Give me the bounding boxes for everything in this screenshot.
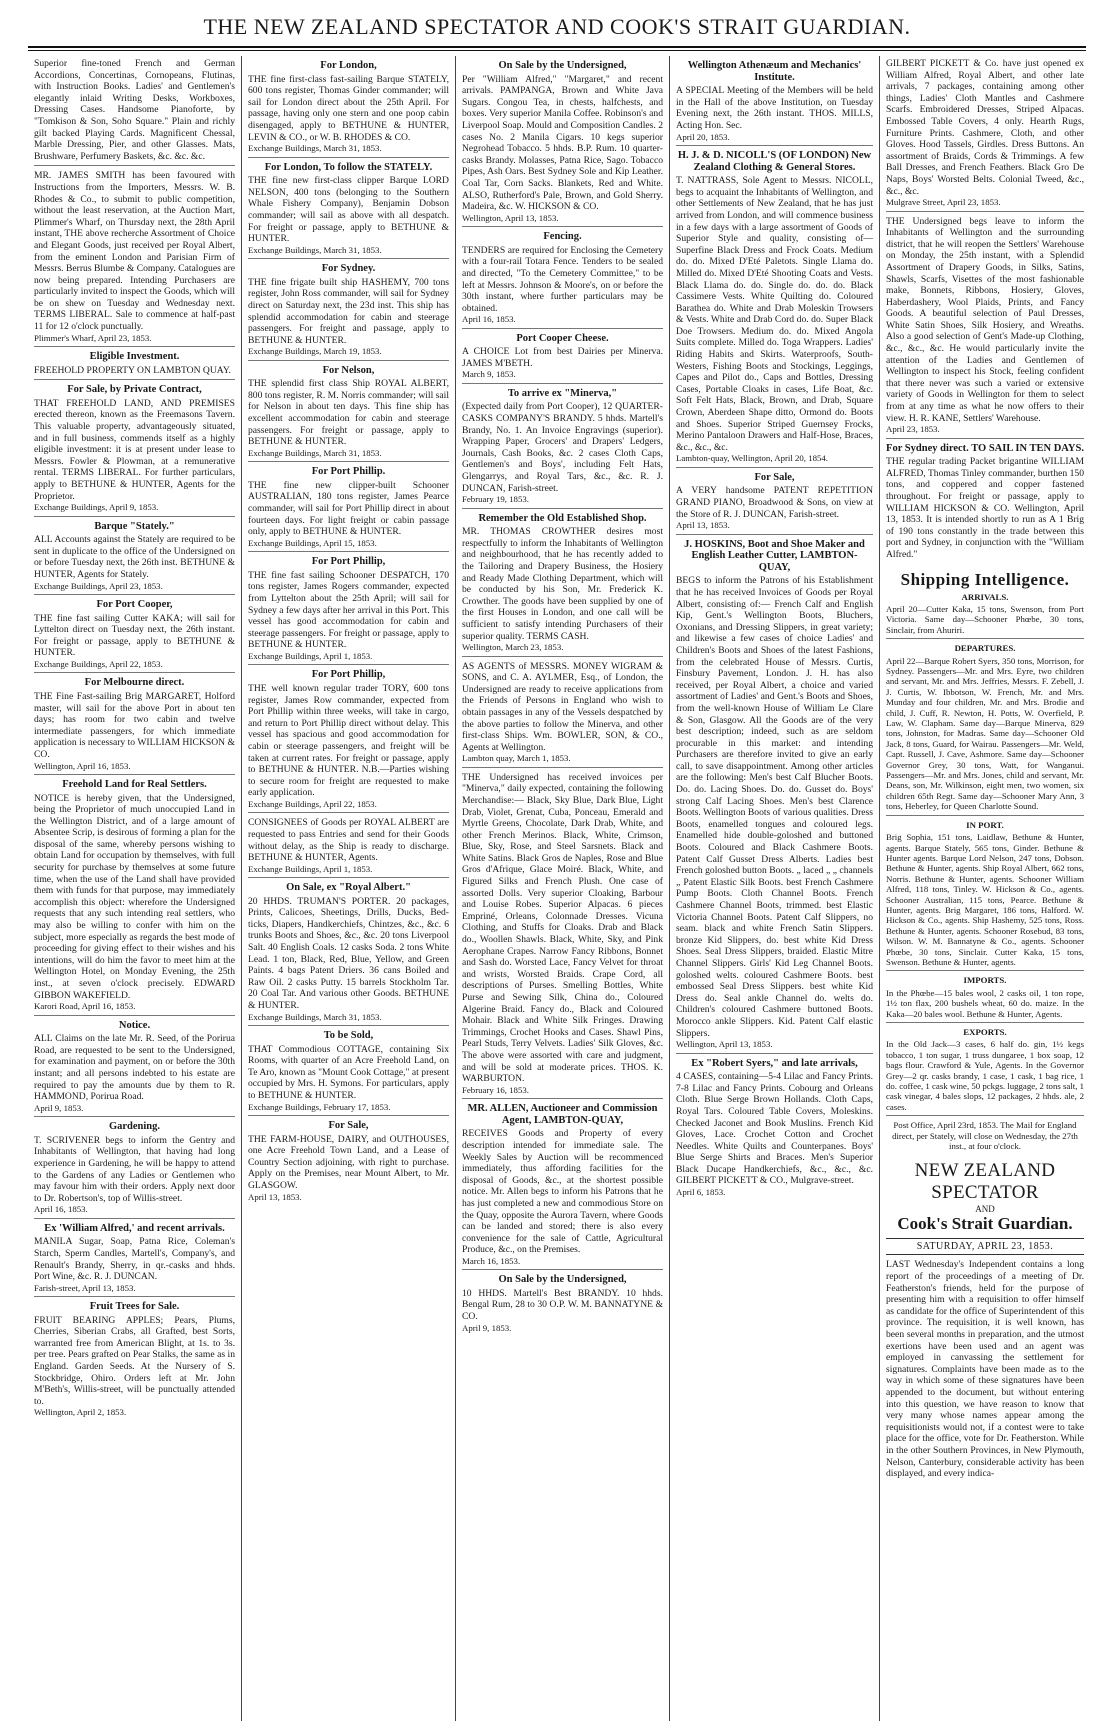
advertisement-dateline: March 16, 1853. [462,1255,521,1266]
advertisement [248,556,449,665]
advertisement-heading: To be Sold, [323,1030,374,1042]
advertisement [462,1274,663,1336]
advertisement [462,60,663,227]
advertisement-body: Superior fine-toned French and German Accordions, Concertinas, Cornopeans, Flutinas, with Instruction Books. Ladies' and Gentlemen's elegantly inlaid Writing Desks, Workboxes, Dressing Cases. Handsome Pianoforte, by "Tomkison & Son, Soho Square." Plain and richly gilt backed Playing Cards. Magnificent Chessal, Marble Dressing, Pier, and other Glasses. Mats, Brushware, Perfumery Baskets, &c. &c. &c. [34,58,235,162]
advertisement-heading: For Sydney direct. TO SAIL IN TEN DAYS. [886,442,1084,454]
advertisement-body: THE Fine Fast-sailing Brig MARGARET, Holford master, will sail for the above Port in about ten days; has room for two cabin and twelve intermediate passengers, for which immediate application is necessary to WILLIAM HICKSON & CO. [34,690,235,760]
advertisement-dateline: April 9, 1853. [462,1322,512,1333]
advertisement [34,1301,235,1421]
advertisement [462,513,663,657]
imports-text: In the Phœbe—15 bales wool, 2 casks oil, 1 ton rope, 1½ ton flax, 200 bushels wheat, 60 do. maize. In the Kaka—20 bales wool. Bethune & Hunter, Agents. [886,988,1084,1023]
advertisement [248,1030,449,1116]
advertisement [248,263,449,361]
advertisement-heading: For Sale, by Private Contract, [67,384,202,396]
advertisement-body: THE regular trading Packet brigantine WILLIAM ALFRED, Thomas Tinley commander, burthen 150 tons, and coppered and copper fastened throughout. For freight or passage, apply to WILLIAM HICKSON & CO. Wellington, April 13, 1853. It is intended shortly to run as A 1 Brig of 190 tons constantly in the trade between this port and Sydney, in conjunction with the "William Alfred." [886,456,1084,560]
advertisement [676,539,873,1054]
advertisement [462,231,663,329]
advertisement-body: TENDERS are required for Enclosing the Cemetery with a four-rail Totara Fence. Tenders to be sealed and directed, "To the Cemetery Committee," to be left at Messrs. Johnson & Moore's, on or before the 30th instant, where further particulars may be obtained. [462,244,663,314]
advertisement [248,162,449,260]
advertisement-heading: Port Cooper Cheese. [516,332,609,344]
advertisement [34,779,235,1016]
advertisement-body: 4 CASES, containing—5-4 Lilac and Fancy Prints. 7-8 Lilac and Fancy Prints. Cobourg and Orleans Cloth. Blue Serge Brown Hollands. Cloth Caps, Royal Tars. Coloured Table Covers, Moleskins. Checked Jaconet and Book Muslins. French Kid Gloves, Lace. Crochet Cotton and Crochet Needles. White Quilts and Counterpanes. Boys' Blue Serge Shirts and Braces. Men's Superior Black Ducape Handkerchiefs, &c., &c., &c. GILBERT PICKETT & CO., Mulgrave-street. [676,1071,873,1187]
advertisement-dateline: Exchange Buildings, April 23, 1853. [34,580,163,591]
advertisement [34,351,235,380]
advertisement-body: BEGS to inform the Patrons of his Establishment that he has received Invoices of Goods per Royal Albert, consisting of:— French Calf and English Kip, Gent.'s Wellington Boots, Bluchers, Oxonians, and Dressing Slippers, in great variety; and likewise a few cases of choice Ladies' and Children's Boots and Shoes of the latest Fashions, from the celebrated House of Messrs. Curtis, Finsbury Pavement, London. J. H. has also received, per Royal Albert, a choice and varied assortment of Ladies' and Gent.'s Boots and Shoes, from the well-known House of William Le Clare & Son, Glasgow. All the Goods are of the very best description; indeed, such as are seldom procurable in this market: and intending Purchasers are therefore invited to give an early call, to save disappointment. Among other articles are the following: Men's best Calf Blucher Boots. Do. do. Lacing Shoes. Do. do. Gusset do. Boys' strong Calf Lacing Shoes. Men's best Clarence Boots. Wellington Boots of various qualities. Dress Boots, enamelled tongues and coloured legs. Enamelled hide double-goloshed and buttoned Boots. Coloured and Black Cashmere Boots. Patent Calf Gusset Dress Alberts. Ladies best French goloshed button Boots. „ laced „ „ channels „ Patent Elastic Silk Boots. best French Cashmere Pump Boots. Cloth Channel Boots. French Cashmere Channel Boots, trimmed. best Elastic Victoria Channel Boots. Patent Calf Slippers, no seam. black and white French Satin Slippers. bronze Kid Slippers, do. best white Kid Dress Shoes. Seal Dress Slippers, braided. Elastic Mitre Channel Slippers. Girls' Kid Leg Channel Boots. goloshed welts. coloured Cashmere Boots. best embossed Seal Dress Slippers. best white Kid Dress do. Seal ankle Channel do. welts do. Children's coloured Cashmere buttoned Boots. Morocco ankle Slippers. Kid. Patent Calf elastic Slippers. [676,575,873,1039]
advertisement-body: CONSIGNEES of Goods per ROYAL ALBERT are requested to pass Entries and send for their Goods without delay, as the Ship is ready to discharge. BETHUNE & HUNTER, Agents. [248,817,449,864]
advertisement-dateline: February 16, 1853. [462,1084,529,1095]
masthead-rule [28,46,1086,48]
advertisement-body: THE fine fast sailing Cutter KAKA; will sail for Lyttelton direct on Tuesday next, the 26th instant. For freight or passage, apply to BETHUNE & HUNTER. [34,612,235,659]
advertisement [248,1120,449,1205]
advertisement-heading: On Sale, ex "Royal Albert." [286,882,411,894]
advertisement-heading: For Sale, [328,1120,369,1131]
advertisement-dateline: Lambton-quay, Wellington, April 20, 1854. [676,453,828,464]
departures-heading: DEPARTURES. [954,643,1016,654]
advertisement-heading: For Sale, [754,471,795,483]
advertisement-body: Per "William Alfred," "Margaret," and recent arrivals. PAMPANGA, Brown and White Java Sugars. Congou Tea, in chests, halfchests, and boxes. Very superior Manila Coffee. Robinson's and Liverpool Soap. Mould and Composition Candles. 2 cases No. 2 Manila Cigars. 10 kegs superior Negrohead Tobacco. 5 hhds. B.P. Rum. 10 quarter-casks Brandy. Molasses, Patna Rice, Sago. Tobacco Pipes, Ash Oars. Best Sydney Sole and Kip Leather. Coal Tar, Corn Sacks. Blankets, Red and White. ALSO, Rutherford's Pale, Brown, and Gold Sherry. Madeira, &c. W. HICKSON & CO. [462,73,663,213]
advertisement-body: RECEIVES Goods and Property of every description intended for immediate sale. The Weekly Sales by Auction will be recommenced immediately, thus affording facilities for the disposal of Goods, &c., at the shortest possible notice. Mr. Allen begs to inform his Patrons that he has just completed a new and commodious Store on the Quay, opposite the Aurora Tavern, where Goods can be landed and stored; there is also every convenience for the sale of Cattle, Agricultural Produce, &c., on the Premises. [462,1128,663,1256]
column-5 [880,56,1090,1721]
advertisement-dateline: Wellington, April 13, 1853. [676,1039,773,1050]
advertisement-body: THAT Commodious COTTAGE, containing Six Rooms, with quarter of an Acre Freehold Land, on Te Aro, known as "Mount Cook Cottage," at present occupied by Mrs. H. Symons. For particulars, apply to BETHUNE & HUNTER. [248,1043,449,1101]
advertisement-body: MR. JAMES SMITH has been favoured with Instructions from the Importers, Messrs. W. B. Rhodes & Co., to submit to public competition, without the least reservation, at the Auction Mart, Plimmer's Wharf, on Thursday next, the 28th April instant, THE above recherche Assortment of Choice and Elegant Goods, just received per Royal Albert, from the eminent London and Parisian Firm of Messrs. Berrus Blumbe & Company. Catalogues are now being prepared. Intending Purchasers are particularly invited to inspect the Goods, which will be on shew on Tuesday and Wednesday next. TERMS LIBERAL. Sale to commence at half-past 11 for 12 o'clock punctually. [34,170,235,333]
advertisement-heading: Remember the Old Established Shop. [478,512,647,524]
advertisement-heading: For London, [320,60,377,71]
advertisement-body: 20 HHDS. TRUMAN'S PORTER. 20 packages, Prints, Calicoes, Sheetings, Drills, Ducks, Bed-ticks, Diapers, Handkerchiefs, Chintzes, &c., &c. 6 trunks Boots and Shoes, &c., &c. 20 tons Liverpool Salt. 40 English Coals. 12 casks Soda. 2 tons White Lead. 1 ton, Black, Red, Blue, Yellow, and Green Paints. 4 bags Patent Driers. 36 cans Boiled and Raw Oil. 2 casks Putty. 15 barrels Stockholm Tar. 20 Coal Tar. And various other Goods. BETHUNE & HUNTER. [248,895,449,1012]
advertisement-dateline: Mulgrave Street, April 23, 1853. [886,197,1001,208]
in-port-text: Brig Sophia, 151 tons, Laidlaw, Bethune & Hunter, agents. Barque Stately, 565 tons, Ginder. Bethune & Hunter agents. Barque Lord Nelson, 247 tons, Dobson. Bethune & Hunter, agents. Ship Royal Albert, 662 tons, Norris. Bethune & Hunter, agents. Schooner William Alfred, 118 tons, Tinley. W. Hickson & Co., agents. Schooner Australian, 115 tons, Pearce. Bethune & Hunter, agents. Brig Margaret, 186 tons, Halford. W. Hickson & Co., agents. Ship Hashemy, 525 tons, Ross. Bethune & Hunter, agents. Schooner Rosebud, 83 tons, Wilson. W. M. Bannatyne & Co., agents. Schooner Phœbe, 30 tons, Sinclair. Cutter Kaka, 15 tons, Swenson. Bethune & Hunter, agents. [886,832,1084,971]
column-1 [28,56,242,1721]
advertisement-dateline: April 6, 1853. [676,1187,726,1198]
advertisement-body: THE fine new first-class clipper Barque LORD NELSON, 400 tons (belonging to the Southern Whale Fishery Company), Benjamin Dobson commander; will sail as above with all despatch. For freight or passage, apply to BETHUNE & HUNTER. [248,175,449,245]
editorial-title: NEW ZEALAND SPECTATOR [914,1160,1056,1204]
advertisement-dateline: Exchange Buildings, February 17, 1853. [248,1101,391,1112]
advertisement-body: THE fine frigate built ship HASHEMY, 700 tons register, John Ross commander, will sail for Sydney direct on Saturday next, the 23d inst. This ship has splendid accommodation for cabin and steerage passengers. For freight and passage, apply to BETHUNE & HUNTER. [248,276,449,346]
post-office-notice: Post Office, April 23rd, 1853. The Mail for England direct, per Stately, will close on Wednesday, the 27th inst., at four o'clock. [892,1120,1078,1152]
advertisement-heading: Freehold Land for Real Settlers. [62,778,207,790]
advertisement [34,384,235,516]
advertisement-dateline: Exchange Buildings, April 9, 1853. [34,502,159,513]
advertisement [676,1058,873,1201]
advertisement [676,472,873,535]
advertisement-heading: J. HOSKINS, Boot and Shoe Maker and English Leather Cutter, LAMBTON-QUAY, [684,538,865,573]
imports-heading: IMPORTS. [963,975,1007,986]
advertisement [462,661,663,768]
advertisement-body: THE fine first-class fast-sailing Barque STATELY, 600 tons register, Thomas Ginder commander; will sail for London direct about the 25th April. For passage, having only one stern and one poop cabin disengaged, apply to BETHUNE & HUNTER, LEVIN & CO., or W. B. RHODES & CO. [248,73,449,143]
arrivals-text: April 20—Cutter Kaka, 15 tons, Swenson, from Port Victoria. Same day—Schooner Phœbe, 30 tons, Sinclair, from Ahuriri. [886,604,1084,639]
advertisement [886,443,1084,564]
column-3 [456,56,670,1721]
advertisement [462,333,663,384]
advertisement-heading: Barque "Stately." [94,520,175,532]
advertisement-body: MR. THOMAS CROWTHER desires most respectfully to inform the Inhabitants of Wellington and neighbourhood, that he has recently added to the Tailoring and Drapery Business, the Hosiery and Ready Made Clothing Department, which will be conducted by his Son, Mr. Frederick K. Crowther. The goods have been supplied by one of the first Houses in London, and one call will be sufficient to satisfy intending Purchasers of their superior quality. TERMS CASH. [462,526,663,642]
advertisement-body: A SPECIAL Meeting of the Members will be held in the Hall of the above Institution, on Tuesday Evening next, the 26th instant. THOS. MILLS, Acting Hon. Sec. [676,85,873,131]
advertisement [886,58,1084,212]
editorial-text: LAST Wednesday's Independent contains a long report of the proceedings of a meeting of Dr. Featherston's friends, held for the purpose of presenting him with a requisition to offer himself as candidate for the office of Superintendent of this province. The requisition, it is well known, has been several months in preparation, and the utmost exertions have been used and an agent was employed in canvassing the settlement for signatures. Complaints have been made as to the way in which some of these signatures have been appended to the document, but without entering into this question, we have reason to know that very many whose names appear among the requisitionists would not, if a contest were to take place for the office, vote for Dr. Featherston. While in the other Southern Provinces, in New Plymouth, Nelson, Canterbury, considerable activity has been displayed, and every indica- [886,1259,1084,1480]
shipping-intelligence [886,570,1084,1155]
advertisement-dateline: Exchange Buildings, March 31, 1853. [248,1011,382,1022]
advertisement-dateline: April 23, 1853. [886,424,940,435]
advertisement-body: THE fine new clipper-built Schooner AUSTRALIAN, 180 tons register, James Pearce commander, will sail for Port Phillip direct in about fourteen days. For light freight or cabin passage only, apply to BETHUNE & HUNTER. [248,479,449,538]
advertisement-dateline: Exchange Buildings, March 31, 1853. [248,244,382,255]
advertisement-heading: Gardening. [108,1121,161,1133]
advertisement-dateline: April 13, 1853. [248,1191,302,1202]
advertisement-heading: To arrive ex "Minerva," [507,387,618,399]
advertisement-body: THE splendid first class Ship ROYAL ALBERT, 800 tons register, R. M. Norris commander; will sail for Nelson in about ten days. This fine ship has excellent accommodation for cabin and steerage passengers. For freight or passage, apply to BETHUNE & HUNTER. [248,378,449,448]
advertisement-dateline: April 16, 1853. [462,314,516,325]
advertisement [34,599,235,673]
exports-heading: EXPORTS. [963,1027,1007,1037]
page-columns [28,56,1090,1721]
advertisement-heading: Eligible Investment. [89,351,180,363]
advertisement-body: A VERY handsome PATENT REPETITION GRAND PIANO, Broadwood & Sons, on view at the Store of R. J. DUNCAN, Farish-street. [676,485,873,520]
advertisement-dateline: Lambton quay, March 1, 1853. [462,753,571,764]
advertisement-dateline: Wellington, April 2, 1853. [34,1407,127,1418]
advertisement-heading: For Port Phillip. [311,466,386,478]
advertisement-dateline: Exchange Buildings, April 22, 1853. [248,798,377,809]
advertisement [248,817,449,878]
advertisement-body: THE Undersigned has received invoices per "Minerva," daily expected, containing the following Merchandise:— Black, Sky Blue, Dark Blue, Light Drab, Violet, Grenat, Cuba, Ponceau, Emerald and Myrtle Greens, Chocolate, Dark Drab, White, and other French Merinos. Black, White, Crimson, Blue, Sky, Rose, and Steel Sarsnets. Black and White Satins. Black Gros de Naples, Rose and Blue Gros d'Afrique, Glace Moiré. Black, White, and Figured Silks and French Plush. One case of assorted Dolls. Very superior Cloaking, Barbour and Louise Robes. Superior Alpacas. 6 pieces Empriné, Orleans, Colonnade Dresses. Vicuna Clothing, and Stuffs for Cloaks. Drab and Black do., Woollen Shawls. Black, White, Sky, and Pink Aerophane Crapes. Narrow Fancy Ribbons, Bonnet and Sash do. Worsted Lace, Fancy Velvet for throat and wrists, Worsted Braids. Crape Cord, all descriptions of Purses. Smelling Bottles, White Purse and Sewing Silk, China do., Coloured Algerine Braid. Fancy do., Black and Coloured Mohair. Black and White Silk Fringes. Drawing Trimmings, Crochet Hooks and Cases. Shawl Pins, Pearl Studs, Terry Velvets. Ladies' Silk Gloves, &c. The above were assorted with care and judgment, and will be sold at moderate prices. THOS. K. WARBURTON. [462,771,663,1085]
advertisement-dateline: Farish-street, April 13, 1853. [34,1282,136,1293]
advertisement-dateline: April 9, 1853. [34,1102,84,1113]
advertisement-body: FREEHOLD PROPERTY ON LAMBTON QUAY. [34,364,231,376]
advertisement [676,150,873,468]
advertisement-heading: For Melbourne direct. [84,677,185,689]
masthead: THE NEW ZEALAND SPECTATOR AND COOK'S STRAIT GUARDIAN. [203,14,911,39]
advertisement-heading: For Port Phillip, [311,669,386,681]
advertisement-dateline: April 20, 1853. [676,131,730,142]
advertisement-dateline: Exchange Buildings, April 1, 1853. [248,650,373,661]
advertisement-body: MANILA Sugar, Soap, Patna Rice, Coleman's Starch, Sperm Candles, Martell's, Company's, and Renault's Brandy, Sherry, in qr.-casks and hhds. Port Wine, &c. R. J. DUNCAN. [34,1236,235,1283]
advertisement-dateline: Exchange Buildings, March 19, 1853. [248,346,382,357]
advertisement [462,1103,663,1270]
advertisement [34,1020,235,1118]
advertisement-heading: H. J. & D. NICOLL'S (OF LONDON) New Zealand Clothing & General Stores. [677,149,872,173]
advertisement-dateline: Wellington, March 23, 1853. [462,642,564,653]
advertisement-body: T. NATTRASS, Sole Agent to Messrs. NICOLL, begs to acquaint the Inhabitants of Wellington, and other Settlements of New Zealand, that he has just arrived from London, and will commence business in a few days with a large assortment of Goods of Superior Style and quality, consisting of— Superfine Black Dress and Frock Coats. Medium do. do. Mixed D'Eté Paletots. Single Llama do. Milled do. Mixed D'Eté Shooting Coats and Vests. Black Llama do. do. Single do. do. do. Black Cassimere Vests. White Quilting do. Coloured Barathea do. White and Drab Moleskin Trowsers & Vests. White and Drab Cord do. do. Super Black Doe Trowsers. Medium do. do. Mixed Angola Suits complete. Milled do. Toga Wrappers. Ladies' Riding Habits and Skirts. Waterproofs, South-Westers, Fishing Boots and Stockings, Leggings, Capes and Pilot do., Caps and Bottles, Dressing Cases, Portable Cloaks in cases, Life Boat, &c. Soft Felt Hats, Black, Brown, and Drab, Square Crown, Aberdeen Shape ditto, Ormond do. Boots and Shoes. Superior Striped Guernsey Frocks, Merino Pantaloon Drawers and Half-Hose, Braces, &c., &c., &c. [676,175,873,453]
advertisement-dateline: Karori Road, April 16, 1853. [34,1001,136,1012]
advertisement-heading: Wellington Athenæum and Mechanics' Institute. [687,60,862,83]
advertisement [248,466,449,552]
editorial-date: SATURDAY, APRIL 23, 1853. [886,1238,1084,1255]
advertisement-body: GILBERT PICKETT & Co. have just opened ex William Alfred, Royal Albert, and other late arrivals, 7 packages, containing among other things, Ladies' Cloth Mantles and Cashmere Scarfs. Embroidered Dresses, Striped Alpacas. Embossed Table Covers, 4 only. Hearth Rugs, Furniture Prints. Cashmere, Cloth, and other Gloves. Hood Tassels, Girdles. Dress Buttons. An assortment of Braids, Cords & Trimmings. A few Ball Dresses, and French Feathers. Black Gro De Naps, Boys' Worsted Belts. Colonial Tweed, &c., &c., &c. [886,58,1084,197]
advertisement-heading: For Port Phillip, [311,556,386,568]
advertisement [34,677,235,775]
advertisement-heading: Notice. [118,1019,151,1031]
advertisement [248,669,449,813]
advertisement-dateline: April 13, 1853. [676,520,730,531]
advertisement-heading: For Sydney. [321,263,376,275]
advertisement [462,772,663,1099]
advertisement [676,60,873,146]
advertisement [248,882,449,1026]
advertisement-body: THE well known regular trader TORY, 600 tons register, James Row commander, expected from Port Phillip within three weeks, will take in cargo, and return to Port Phillip direct without delay. This vessel has spacious and good accommodation for cabin or steerage passengers, and freight will be taken at current rates. For freight or passage, apply to BETHUNE & HUNTER. N.B.—Parties wishing to secure room for freight are requested to make early application. [248,682,449,799]
advertisement-body: ALL Claims on the late Mr. R. Seed, of the Porirua Road, are requested to be sent to the Undersigned, for examination and payment, on or before the 30th instant; and all persons indebted to his estate are required to pay the amounts due by them to R. HAMMOND, Porirua Road. [34,1033,235,1103]
advertisement-heading: MR. ALLEN, Auctioneer and Commission Agent, LAMBTON-QUAY, [467,1103,658,1126]
advertisement-heading: Ex "Robert Syers," and late arrivals, [691,1057,858,1069]
advertisement-dateline: April 16, 1853. [34,1204,88,1215]
advertisement [34,58,235,166]
advertisement [34,1223,235,1297]
advertisement-body: (Expected daily from Port Cooper), 12 QUARTER-CASKS COMPANY'S BRANDY. 5 hhds. Martell's Brandy, No. 1. An Invoice Engravings (superior). Wrapping Paper, Grocers' and Drapers' Ledgers, Journals, Cash Books, &c. 2 cases Cloth Caps, Gentlemen's and Boys', including Felt Hats, Glengarrys, and Royal Tars, &c., &c. R. J. DUNCAN, Farish-street. [462,401,663,494]
advertisement [462,388,663,509]
editorial [886,1160,1084,1482]
column-2 [242,56,456,1721]
advertisement-heading: Fencing. [543,231,582,243]
advertisement-dateline: Exchange Buildings, March 31, 1853. [248,143,382,154]
editorial-subtitle: Cook's Strait Guardian. [897,1214,1073,1234]
advertisement-heading: For Port Cooper, [96,598,173,610]
advertisement-body: NOTICE is hereby given, that the Undersigned, being the Proprietor of much unoccupied Land in the Wellington District, and of a large amount of Absentee Scrip, is desirous of forming a plan for the disposal of the same, whereby persons wishing to obtain Land for occupation by themselves, with full security for purchase by themselves at some future time, when the use of the Land shall have provided them with funds for that purpose, may immediately accomplish this object: wherefore the Undersigned requests that any such intending real settlers, who may also be willing to confer with him on the subject, more especially as regards the best mode of proceeding for giving effect to their wishes and his intentions, will do him the favor to meet him at the Wellington Hotel, on Monday Evening, the 25th inst., at seven o'clock precisely. EDWARD GIBBON WAKEFIELD. [34,792,235,1001]
arrivals-heading: ARRIVALS. [961,591,1009,602]
advertisement-body: T. SCRIVENER begs to inform the Gentry and Inhabitants of Wellington, that having had long experience in Gardening, he will be happy to attend to the Gardens of any Ladies or Gentlemen who may favour him with their orders. Apply next door to Dr. Robertson's, top of Willis-street. [34,1134,235,1204]
advertisement-body: THE Undersigned begs leave to inform the Inhabitants of Wellington and the surrounding district, that he will reopen the Settlers' Warehouse on Monday, the 25th instant, with a Splendid Assortment of Drapery Goods, in Silks, Satins, Shawls, Scarfs, Visettes of the most fashionable make, Bonnets, Ribbons, Hosiery, Gloves, Haberdashery, Wool Plaids, Prints, and Fancy Goods. A beautiful selection of Paul Dresses, White Satin Shoes, Silk Hosiery, and Wreaths. Also a good selection of Gent's Made-up Clothing, &c., &c., &c. He would particularly invite the attention of the Ladies and Gentlemen of Wellington to inspect his Stock, feeling confident that there never was such a varied or extensive variety of Goods in Wellington for them to select from at any time as what he now offers to their view. H. R. KANE, Settlers' Warehouse. [886,215,1084,424]
advertisement [34,521,235,595]
advertisement-heading: On Sale by the Undersigned, [498,1274,627,1286]
advertisement [34,1121,235,1219]
column-4 [670,56,880,1721]
departures-text: April 22—Barque Robert Syers, 350 tons, Morrison, for Sydney. Passengers—Mr. and Mrs. Eyre, two children and servant, Mr. and Mrs. Jeffries, Messrs. F. Zebell, J. J. Curtis, W. Ibbotson, W. French, Mr. and Mrs. Munday and four children, Mr. and Mrs. Brodie and child, J. Cuff, R. Newton, H. Potts, W. Overfield, P. Law, W. Clapham. Same day—Barque Minerva, 829 tons, Johnston, for Madras. Same day—Schooner Old Jack, 8 tons, Guard, for Wairau. Passengers—Mr. Weld, Capt. Russell, J. Cave, Ashmore. Same day—Schooner Governor Grey, 30 tons, Watt, for Wanganui. Passengers—Mr. and Mrs. Jones, child and servant, Mr. Deans, son, Mr. Wilkinson, eight men, two women, six children 65th Regt. Same day—Schooner Mary Ann, 3 tons, Heberley, for Queen Charlotte Sound. [886,656,1084,816]
advertisement [248,365,449,463]
advertisement-heading: On Sale by the Undersigned, [498,60,627,71]
advertisement-body: AS AGENTS of MESSRS. MONEY WIGRAM & SONS, and C. A. AYLMER, Esq., of London, the Undersigned are ready to receive applications from the Friends of Persons in England who wish to obtain passages in any of the Vessels despatched by the above parties to follow the Minerva, and other first-class Ships. Wm. BOWLER, SON, & CO., Agents at Wellington. [462,660,663,753]
advertisement-dateline: February 19, 1853. [462,494,529,505]
advertisement-dateline: Wellington, April 16, 1853. [34,760,131,771]
advertisement-dateline: Exchange Buildings, April 1, 1853. [248,863,373,874]
masthead-rule-thin [28,50,1086,51]
editorial-and: AND [975,1204,995,1215]
in-port-heading: IN PORT. [966,819,1004,830]
advertisement [248,60,449,158]
advertisement-body: 10 HHDS. Martell's Best BRANDY. 10 hhds. Bengal Rum, 28 to 30 O.P. W. M. BANNATYNE & CO. [462,1287,663,1323]
advertisement-body: A CHOICE Lot from best Dairies per Minerva. JAMES M'BETH. [462,346,663,369]
advertisement-dateline: Exchange Buildings, April 15, 1853. [248,537,377,548]
shipping-title: Shipping Intelligence. [900,569,1070,589]
advertisement-heading: Ex 'William Alfred,' and recent arrivals. [44,1222,225,1234]
advertisement-dateline: Wellington, April 13, 1853. [462,212,559,223]
advertisement-heading: For Nelson, [322,364,375,376]
advertisement-heading: Fruit Trees for Sale. [89,1301,180,1313]
advertisement-body: THAT FREEHOLD LAND, AND PREMISES erected thereon, known as the Freemasons Tavern. This valuable property, advantageously situated, and in full business, commends itself as a highly eligible investment: it is at present under lease to Messrs. Fowler & Plowman, at a remunerative rental. TERMS LIBERAL. For further particulars, apply to BETHUNE & HUNTER, Agents for the Proprietor. [34,397,235,502]
advertisement-body: FRUIT BEARING APPLES; Pears, Plums, Cherries, Siberian Crabs, all Grafted, best Sorts, warranted free from American Blight, at 1s. to 3s. per tree. Pears grafted on Pear Stalks, the same as in England. Garden Seeds. At the Nursery of S. Stockbridge, Ohiro. Orders left at Mr. John M'Beth's, Willis-street, will be punctually attended to. [34,1314,235,1407]
advertisement [886,216,1084,439]
advertisement-dateline: Exchange Buildings, April 22, 1853. [34,658,163,669]
advertisement [34,170,235,347]
advertisement-dateline: Exchange Buildings, March 31, 1853. [248,447,382,458]
advertisement-body: ALL Accounts against the Stately are required to be sent in duplicate to the office of the Undersigned on or before Tuesday next, the 26th inst. BETHUNE & HUNTER, Agents for Stately. [34,534,235,580]
advertisement-body: THE fine fast sailing Schooner DESPATCH, 170 tons register, James Rogers commander, expected from Lyttelton about the 25th April; will sail for Sydney a few days after her arrival in this Port. This vessel has good accommodation for cabin and steerage passengers. For freight or passage, apply to BETHUNE & HUNTER. [248,569,449,651]
exports-text: In the Old Jack—3 cases, 6 half do. gin, 1½ kegs tobacco, 1 ton sugar, 1 truss dungaree, 1 box soap, 12 bags flour. Crawford & Yule, Agents. In the Governor Grey—2 qr. casks brandy, 1 case, 1 cask, 1 bag rice, 1 do. coffee, 1 cask wine, 50 pckgs. luggage, 2 tons salt, 1 cask vinegar, 4 bales slops, 12 packages, 2 hhds. ale, 2 cases. [886,1039,1084,1116]
advertisement-dateline: March 9, 1853. [462,369,516,380]
advertisement-dateline: Plimmer's Wharf, April 23, 1853. [34,332,152,343]
advertisement-body: THE FARM-HOUSE, DAIRY, and OUTHOUSES, one Acre Freehold Town Land, and a Lease of Country Section adjoining, with right to purchase. Apply on the Premises, near Mount Albert, to Mr. GLASGOW. [248,1133,449,1191]
advertisement-heading: For London, To follow the STATELY. [264,161,433,173]
